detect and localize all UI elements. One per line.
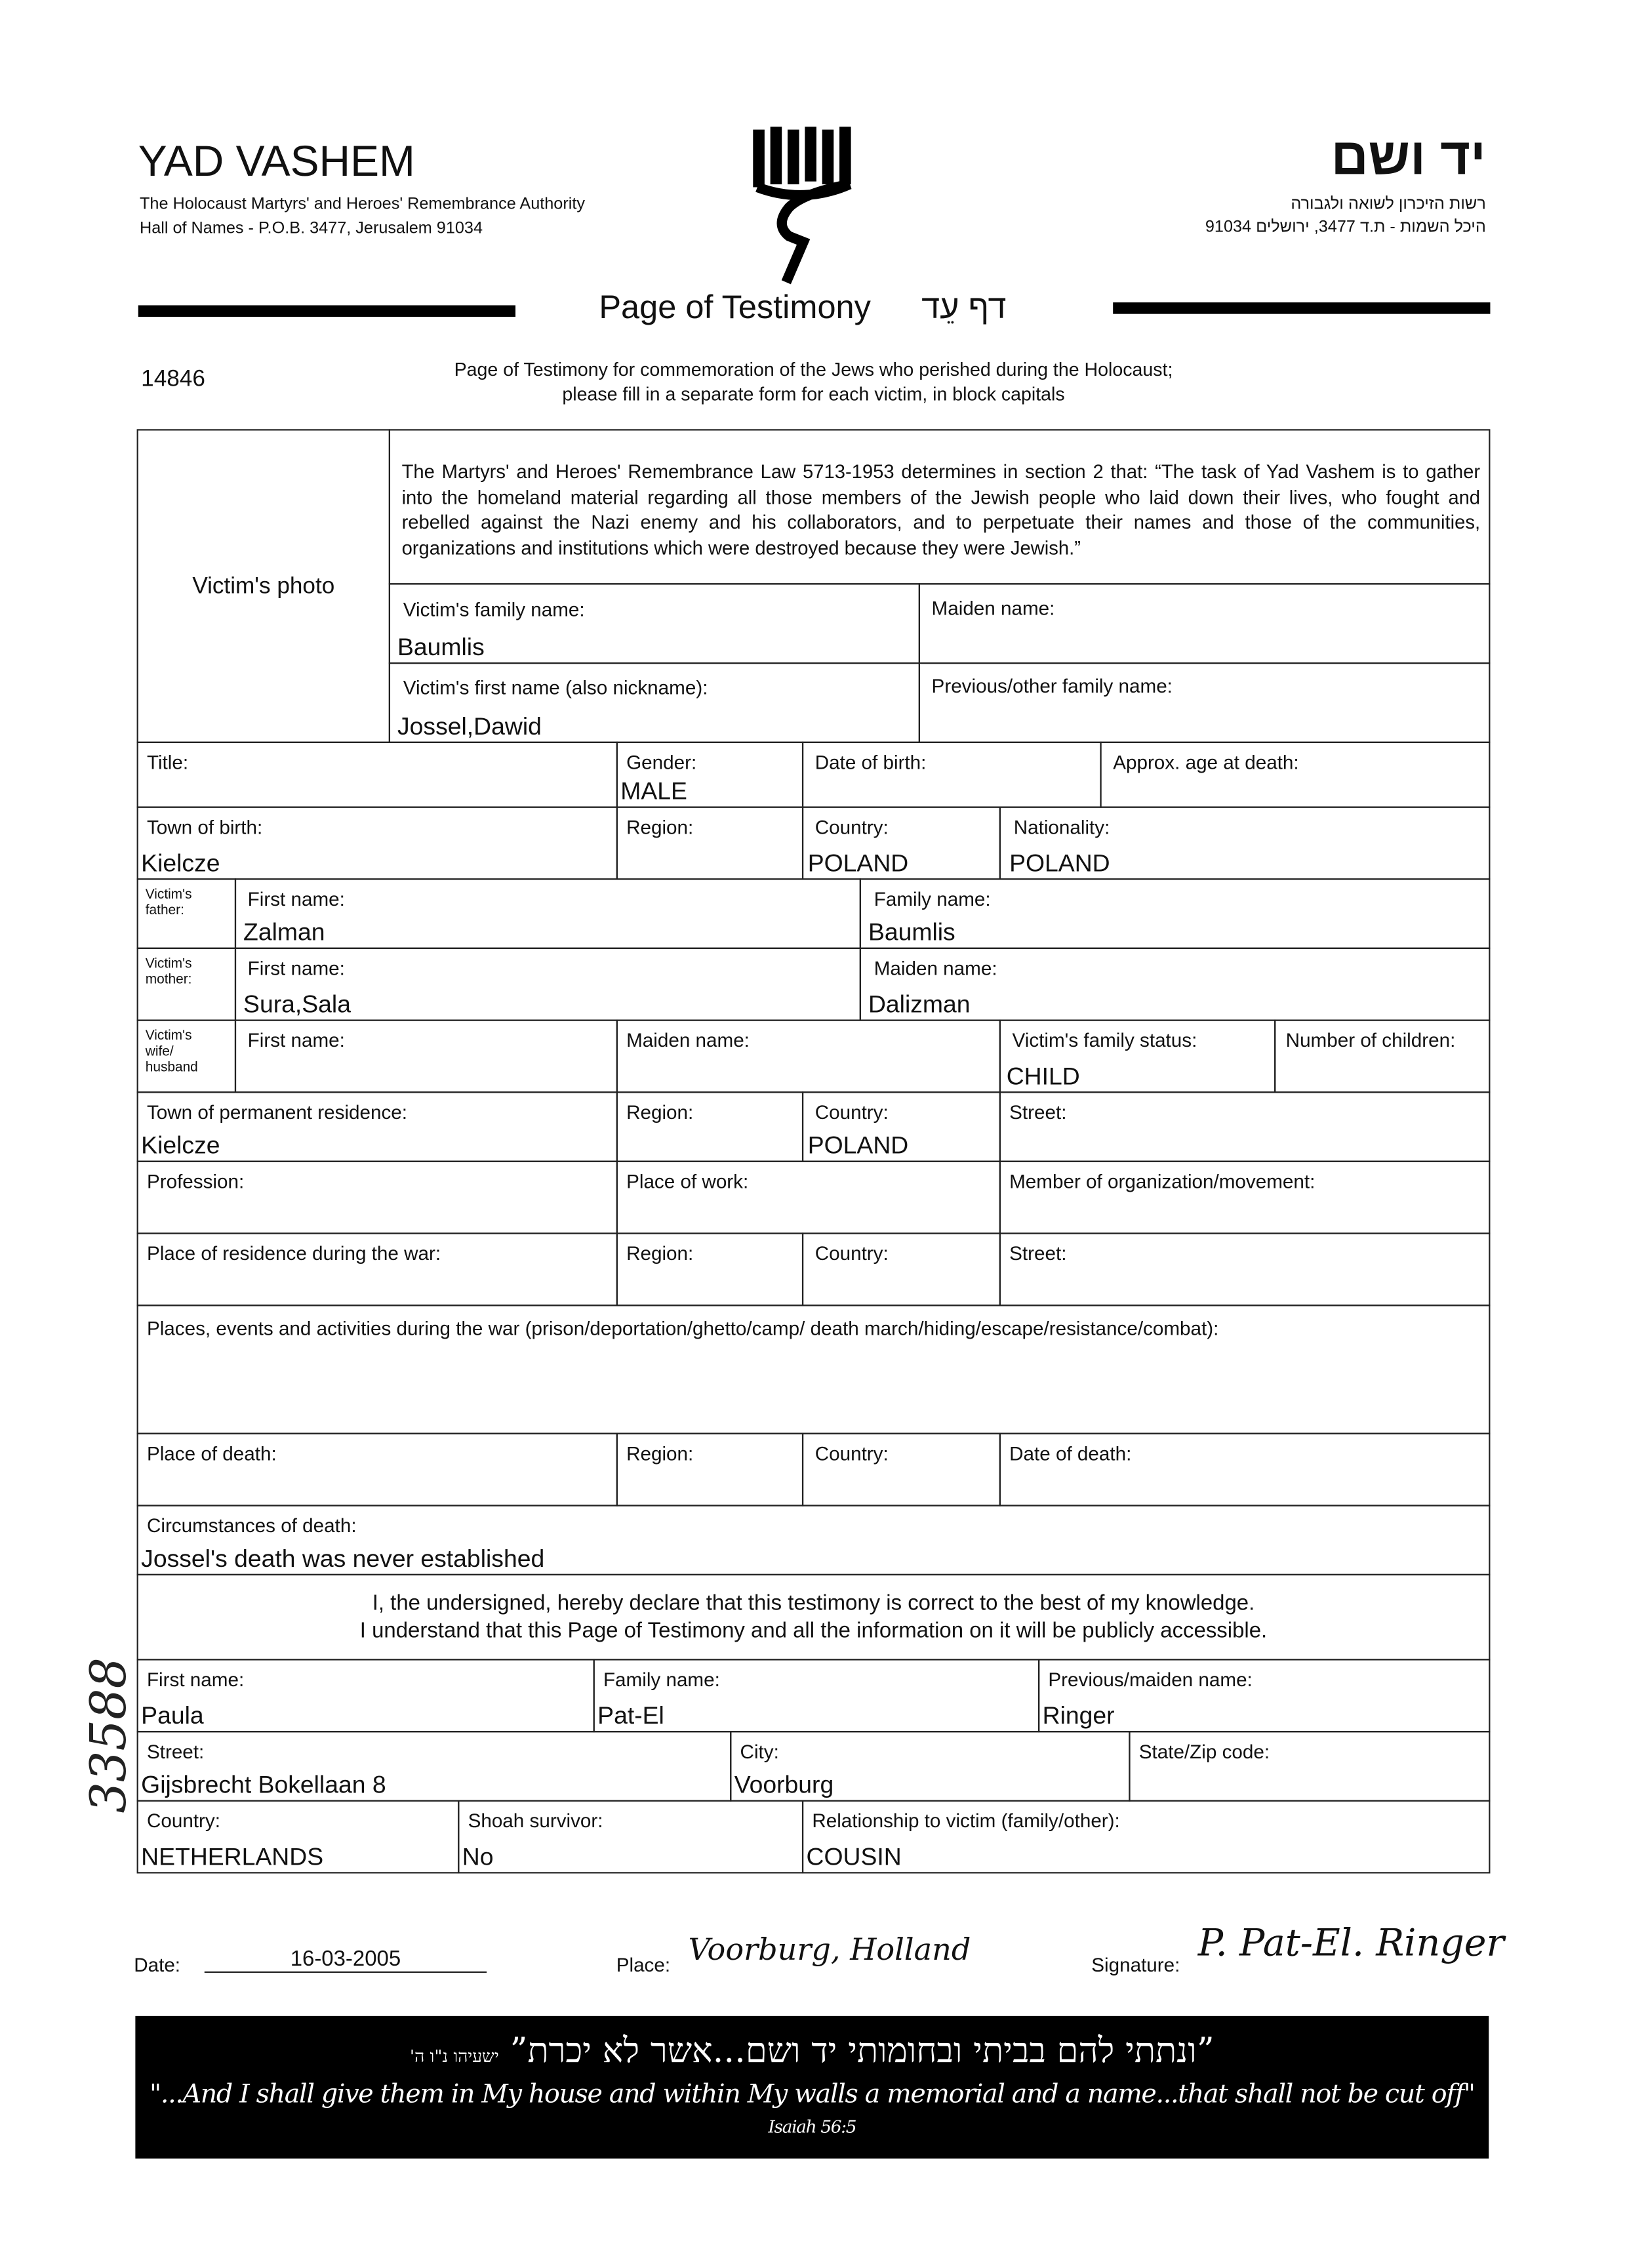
value: Zalman <box>243 918 325 946</box>
father-first-name-field[interactable] <box>235 878 861 949</box>
label: Profession: <box>146 1171 245 1192</box>
relationship-field[interactable] <box>802 1800 1490 1874</box>
submitter-state-field[interactable] <box>1129 1731 1490 1802</box>
label: First name: <box>247 958 345 980</box>
hebrew-org-name: יד ושם <box>1331 127 1486 186</box>
english-quote-ref: Isaiah 56:5 <box>768 2116 856 2137</box>
label: Date of birth: <box>814 752 927 774</box>
spouse-first-name-field[interactable] <box>235 1019 618 1093</box>
org-name: YAD VASHEM <box>138 138 415 186</box>
label: Region: <box>626 1442 694 1465</box>
nationality-field[interactable] <box>999 807 1491 880</box>
label: Family name: <box>874 888 991 910</box>
death-country-field[interactable] <box>802 1433 1001 1507</box>
submitter-maiden-name-field[interactable] <box>1038 1659 1490 1732</box>
label: Town of permanent residence: <box>146 1101 408 1124</box>
label: Street: <box>1009 1242 1067 1265</box>
signature-label: Signature: <box>1091 1954 1180 1976</box>
quote-banner <box>135 2016 1489 2158</box>
hebrew-address: היכל השמות - ת.ד 3477, ירושלים 91034 <box>1205 218 1486 237</box>
submitter-family-name-field[interactable] <box>593 1659 1040 1732</box>
value: NETHERLANDS <box>141 1843 324 1871</box>
shoah-survivor-field[interactable] <box>458 1800 803 1874</box>
value: Voorburg <box>734 1771 834 1799</box>
label: Places, events and activities during the war (prison/deportation/ghetto/camp/ death march/hiding/escape/resistance/combat): <box>146 1317 1219 1339</box>
value: No <box>462 1843 494 1871</box>
label: Date of death: <box>1009 1442 1132 1465</box>
label: Gender: <box>626 752 697 774</box>
war-activities-field[interactable] <box>137 1305 1491 1434</box>
value: Paula <box>141 1702 204 1730</box>
declaration-line-1: I, the undersigned, hereby declare that this testimony is correct to the best of my knowledge. <box>372 1591 1255 1616</box>
label: Place of death: <box>146 1442 277 1465</box>
spouse-maiden-name-field[interactable] <box>616 1019 1001 1093</box>
hebrew-quote <box>135 2031 1489 2073</box>
english-quote <box>135 2079 1489 2139</box>
date-of-death-field[interactable] <box>999 1433 1491 1507</box>
label: Nationality: <box>1013 816 1110 838</box>
label: Previous/maiden name: <box>1048 1669 1253 1691</box>
value: Kielcze <box>141 849 220 878</box>
label: Number of children: <box>1285 1029 1456 1051</box>
value: Dalizman <box>868 990 971 1019</box>
label: State/Zip code: <box>1138 1741 1270 1763</box>
label: Circumstances of death: <box>146 1514 357 1537</box>
label: Place of residence during the war: <box>146 1242 441 1265</box>
value: POLAND <box>807 1131 909 1160</box>
mother-maiden-name-field[interactable] <box>860 948 1491 1021</box>
header-rule-right <box>1113 302 1490 314</box>
law-text-box <box>389 429 1491 584</box>
value: Sura,Sala <box>243 990 352 1019</box>
mother-first-name-field[interactable] <box>235 948 861 1021</box>
label: Country: <box>814 816 889 838</box>
value: COUSIN <box>806 1843 902 1871</box>
value: Ringer <box>1042 1702 1115 1730</box>
war-street-field[interactable] <box>999 1232 1491 1306</box>
date-label: Date: <box>134 1954 181 1976</box>
label: Town of birth: <box>146 816 263 838</box>
intro-line-2: please fill in a separate form for each victim, in block capitals <box>562 383 1065 405</box>
label: Region: <box>626 1101 694 1124</box>
label: Country: <box>146 1810 220 1832</box>
value: Baumlis <box>868 918 955 946</box>
victim-family-name-field[interactable] <box>389 583 920 664</box>
label: Country: <box>814 1242 889 1265</box>
org-subtitle: The Holocaust Martyrs' and Heroes' Remembrance Authority <box>139 195 586 213</box>
war-region-field[interactable] <box>616 1232 803 1306</box>
previous-family-name-field[interactable] <box>919 662 1491 743</box>
label: Victim's first name (also nickname): <box>403 676 708 699</box>
intro-line-1: Page of Testimony for commemoration of the Jews who perished during the Holocaust; <box>454 358 1173 380</box>
birth-region-field[interactable] <box>616 807 803 880</box>
victim-first-name-field[interactable] <box>389 662 920 743</box>
maiden-name-field[interactable] <box>919 583 1491 664</box>
spouse-label-cell <box>137 1019 236 1093</box>
family-status-field[interactable] <box>999 1019 1276 1093</box>
value: CHILD <box>1006 1063 1080 1091</box>
value: MALE <box>620 777 687 805</box>
town-of-birth-field[interactable] <box>137 807 618 880</box>
hebrew-title: דף עֵד <box>921 288 1007 326</box>
form-number: 14846 <box>141 367 205 392</box>
declaration <box>137 1574 1491 1661</box>
label: Victim's family name: <box>403 599 585 621</box>
hebrew-quote-ref: ישעיהו נ"ו ה' <box>409 2046 499 2067</box>
hebrew-subtitle: רשות הזיכרון לשואה ולגבורה <box>1291 195 1486 213</box>
father-label-cell <box>137 878 236 949</box>
date-of-birth-field[interactable] <box>802 742 1102 808</box>
label: City: <box>740 1741 779 1763</box>
value: Gijsbrecht Bokellaan 8 <box>141 1771 386 1799</box>
permanent-street-field[interactable] <box>999 1091 1491 1162</box>
org-address: Hall of Names - P.O.B. 3477, Jerusalem 91034 <box>139 220 483 238</box>
profession-field[interactable] <box>137 1161 618 1234</box>
permanent-town-field[interactable] <box>137 1091 618 1162</box>
mother-label-cell <box>137 948 236 1021</box>
submitter-first-name-field[interactable] <box>137 1659 595 1732</box>
header-rule-left <box>138 305 515 317</box>
death-region-field[interactable] <box>616 1433 803 1507</box>
gender-field[interactable] <box>616 742 803 808</box>
submitter-street-field[interactable] <box>137 1731 732 1802</box>
place-of-death-field[interactable] <box>137 1433 618 1507</box>
label: Country: <box>814 1442 889 1465</box>
label: Region: <box>626 1242 694 1265</box>
place-label: Place: <box>616 1954 671 1976</box>
label: Region: <box>626 816 694 838</box>
english-quote-text: "...And I shall give them in My house and within My walls a memorial and a name...that shall not be cut off" <box>149 2079 1475 2110</box>
label: Victim's family status: <box>1012 1029 1197 1051</box>
intro-text <box>389 357 1238 407</box>
label: Relationship to victim (family/other): <box>812 1810 1120 1832</box>
yad-vashem-logo-icon <box>746 121 861 286</box>
label: Maiden name: <box>931 597 1055 620</box>
number-of-children-field[interactable] <box>1274 1019 1490 1093</box>
permanent-region-field[interactable] <box>616 1091 803 1162</box>
label: Victim's father: <box>145 887 192 919</box>
permanent-country-field[interactable] <box>802 1091 1001 1162</box>
label: Approx. age at death: <box>1113 752 1299 774</box>
label: Previous/other family name: <box>931 675 1173 697</box>
place-handwritten[interactable]: Voorburg, Holland <box>688 1932 971 1968</box>
victim-photo-box <box>137 429 390 743</box>
place-of-work-field[interactable] <box>616 1161 1001 1234</box>
label: First name: <box>247 1029 345 1051</box>
signature[interactable]: P. Pat-El. Ringer <box>1197 1922 1504 1966</box>
label: First name: <box>146 1669 245 1691</box>
label: Shoah survivor: <box>468 1810 603 1832</box>
page-title: Page of Testimony <box>599 288 871 326</box>
label: Victim's mother: <box>145 956 192 988</box>
value: Pat-El <box>597 1702 664 1730</box>
label: Country: <box>814 1101 889 1124</box>
circumstances-field[interactable] <box>137 1505 1491 1575</box>
label: Maiden name: <box>626 1029 750 1051</box>
label: Title: <box>146 752 189 774</box>
date-field[interactable]: 16-03-2005 <box>205 1947 487 1973</box>
title-field[interactable] <box>137 742 618 808</box>
value: Jossel's death was never established <box>141 1545 545 1573</box>
label: Street: <box>146 1741 205 1763</box>
birth-country-field[interactable] <box>802 807 1001 880</box>
label: Family name: <box>603 1669 720 1691</box>
hebrew-quote-text: ”ונתתי להם בביתי ובחומותי יד ושם...אשר לא יכרת” <box>510 2030 1215 2071</box>
declaration-line-2: I understand that this Page of Testimony and all the information on it will be publicly accessible. <box>359 1618 1268 1644</box>
label: First name: <box>247 888 345 910</box>
label: Street: <box>1009 1101 1067 1124</box>
value: Baumlis <box>397 634 485 661</box>
submitter-country-field[interactable] <box>137 1800 460 1874</box>
value: POLAND <box>807 849 909 878</box>
war-residence-field[interactable] <box>137 1232 618 1306</box>
label: Maiden name: <box>874 958 997 980</box>
father-family-name-field[interactable] <box>860 878 1491 949</box>
value: Kielcze <box>141 1131 220 1160</box>
age-at-death-field[interactable] <box>1100 742 1490 808</box>
label: Place of work: <box>626 1171 749 1192</box>
margin-note: 33588 <box>81 1657 138 1813</box>
war-country-field[interactable] <box>802 1232 1001 1306</box>
law-text: The Martyrs' and Heroes' Remembrance Law 5713-1953 determines in section 2 that: “The task of Yad Vashem is to gather into the homeland material regarding all those members of the Jewish people who laid down their lives, who fought and rebelled against the Nazi enemy and his collaborators, and to perpetuate their names and those of the communities, organizations and institutions which were destroyed because they were Jewish.” <box>401 460 1481 558</box>
value: POLAND <box>1009 849 1110 878</box>
label: Member of organization/movement: <box>1009 1171 1316 1192</box>
value: Jossel,Dawid <box>397 712 542 740</box>
photo-label: Victim's photo <box>192 575 335 599</box>
submitter-city-field[interactable] <box>730 1731 1130 1802</box>
organization-field[interactable] <box>999 1161 1491 1234</box>
label: Victim's wife/ husband <box>145 1028 198 1076</box>
